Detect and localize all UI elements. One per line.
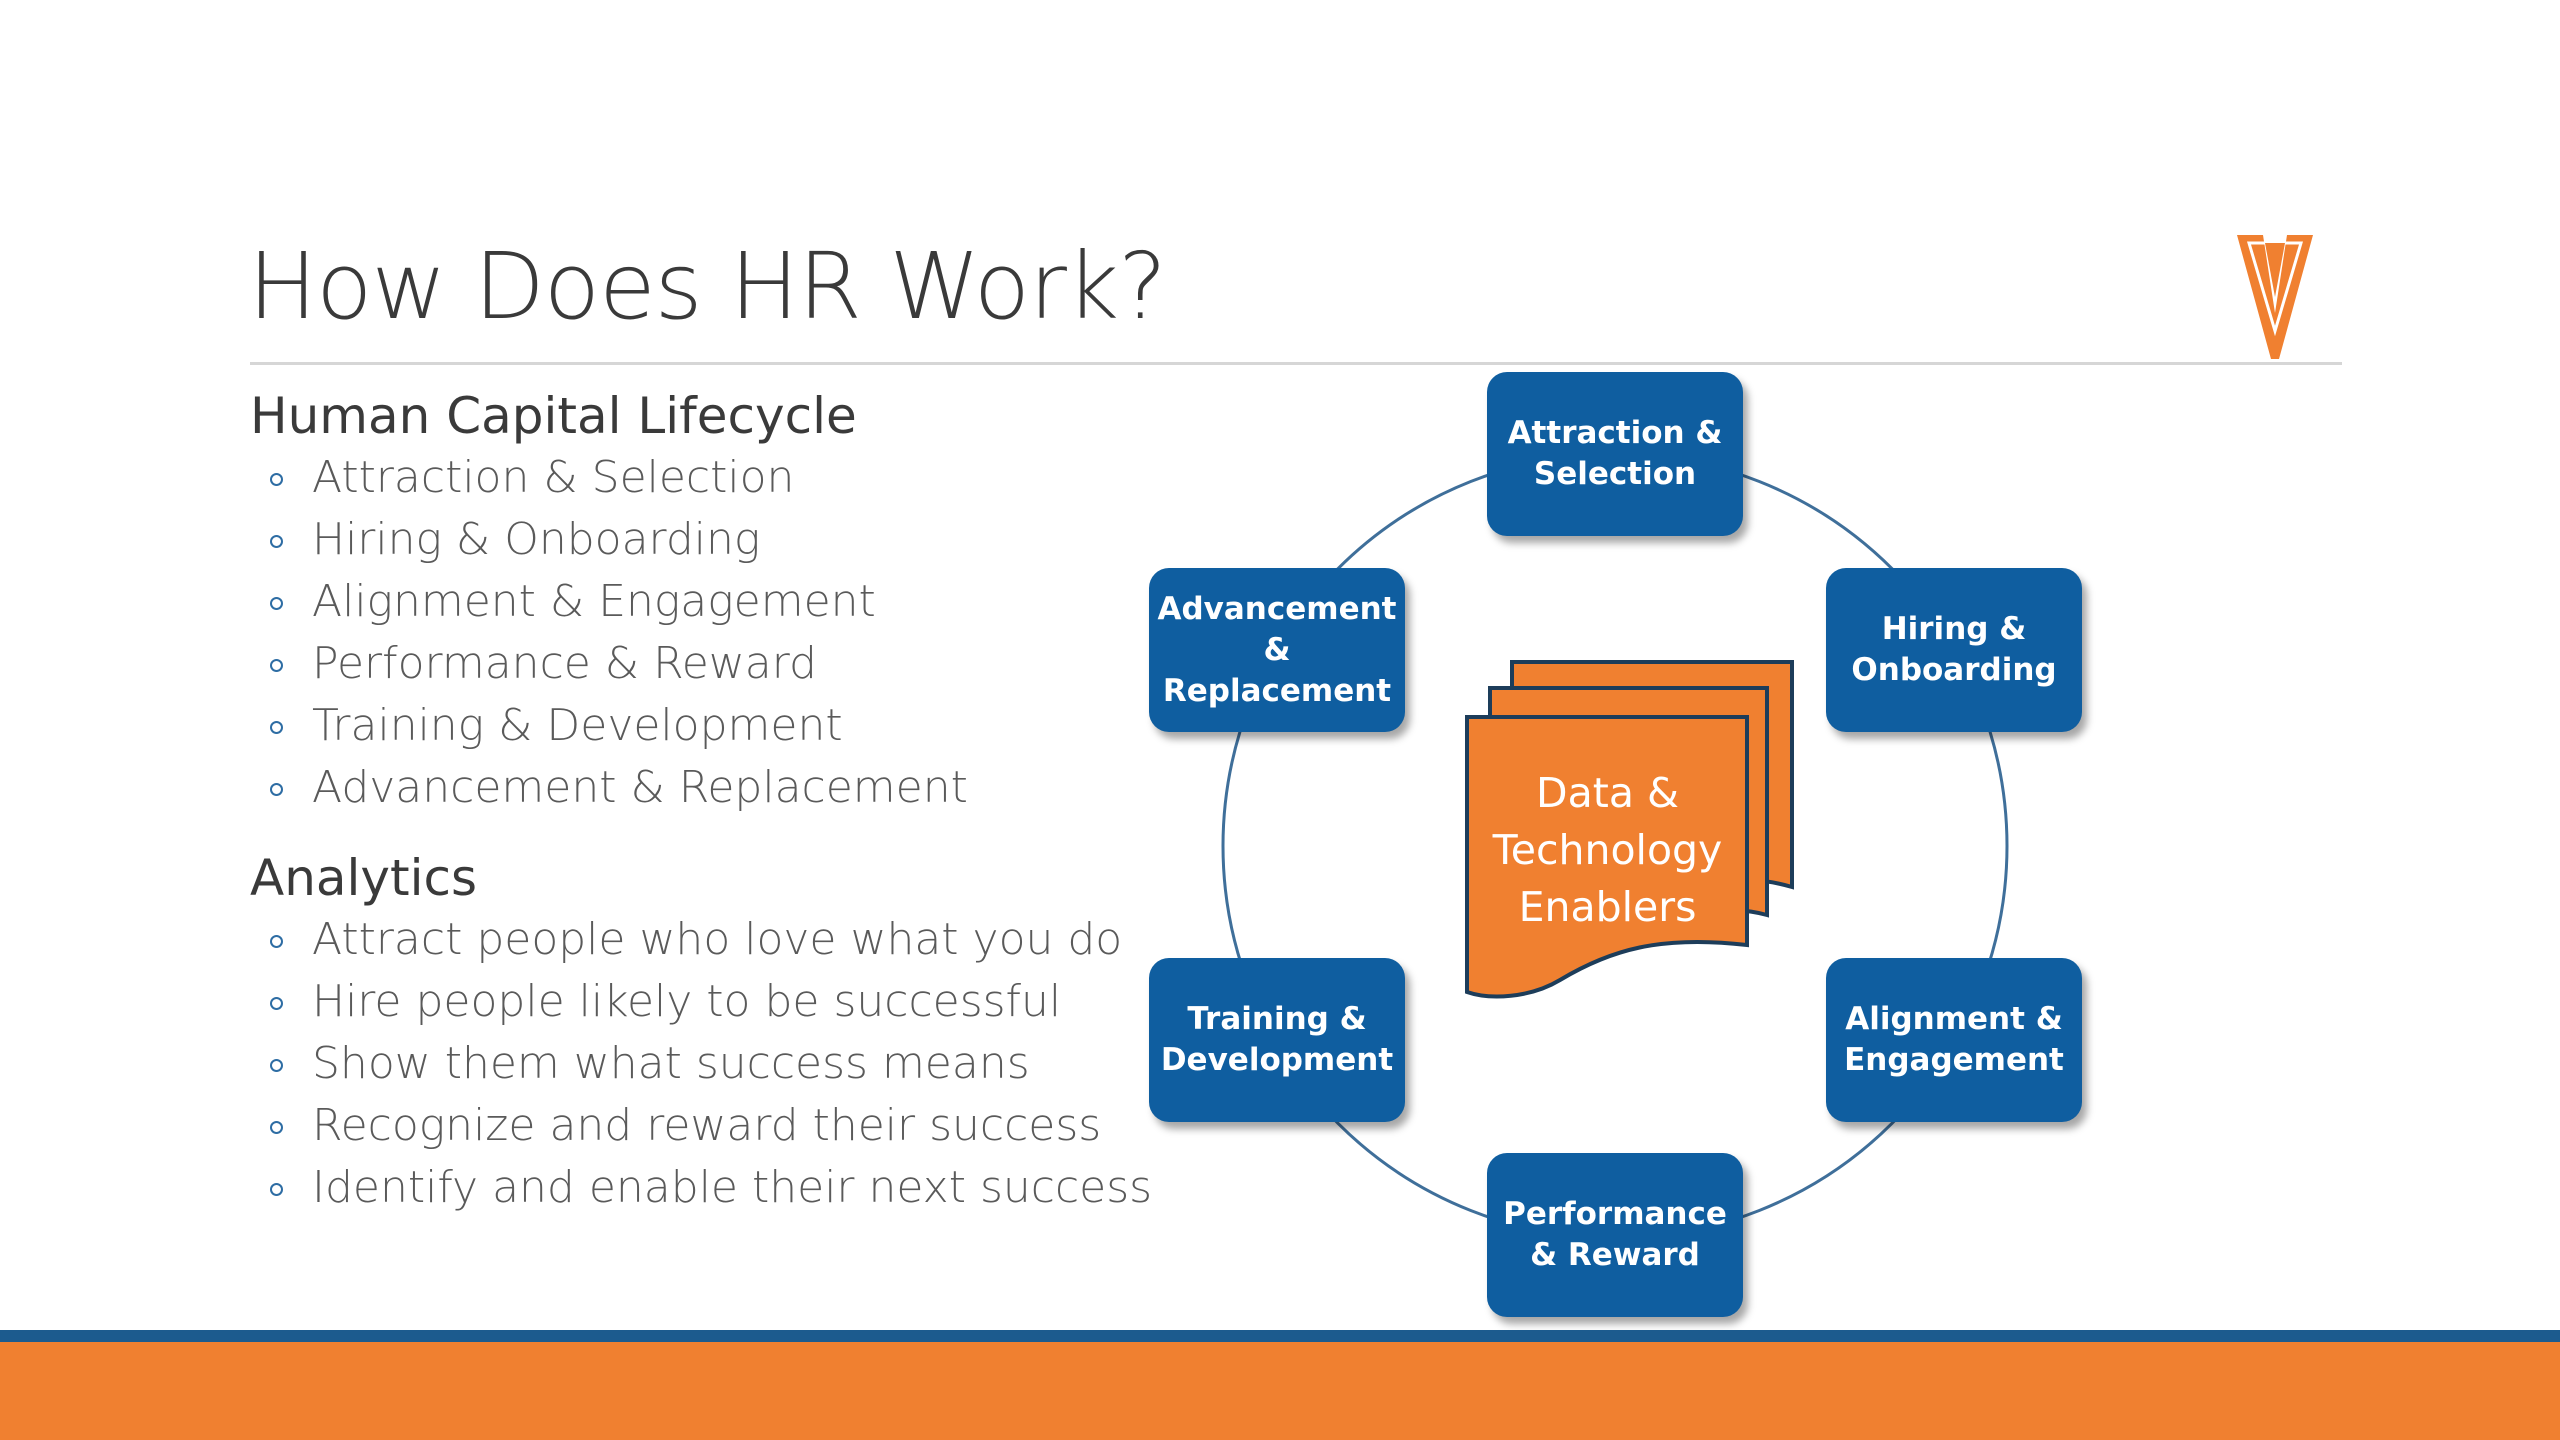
stage-alignment-engagement: Alignment & Engagement: [1826, 958, 2082, 1122]
stage-advancement-replacement: Advancement & Replacement: [1149, 568, 1405, 732]
list-item-text: Alignment & Engagement: [312, 576, 876, 627]
list-item-text: Hiring & Onboarding: [312, 514, 761, 565]
footer-blue-bar: [0, 1330, 2560, 1342]
slide-title: How Does HR Work?: [248, 233, 1167, 340]
list-item-text: Advancement & Replacement: [312, 762, 968, 813]
list-item-text: Show them what success means: [312, 1038, 1030, 1089]
list-item-text: Attract people who love what you do: [312, 914, 1123, 965]
list-item-text: Recognize and reward their success: [312, 1100, 1102, 1151]
footer-orange-bar: [0, 1342, 2560, 1440]
list-item-text: Hire people likely to be successful: [312, 976, 1062, 1027]
center-label: Data & Technology Enablers: [1492, 769, 1723, 931]
stage-hiring-onboarding: Hiring & Onboarding: [1826, 568, 2082, 732]
list-item-text: Identify and enable their next success: [312, 1162, 1153, 1213]
list-item-text: Training & Development: [312, 700, 843, 751]
lifecycle-heading: Human Capital Lifecycle: [250, 387, 857, 445]
stage-performance-reward: Performance & Reward: [1487, 1153, 1743, 1317]
stage-attraction-selection: Attraction & Selection: [1487, 372, 1743, 536]
analytics-heading: Analytics: [250, 849, 478, 907]
stage-training-development: Training & Development: [1149, 958, 1405, 1122]
list-item-text: Attraction & Selection: [312, 452, 795, 503]
list-item-text: Performance & Reward: [312, 638, 817, 689]
